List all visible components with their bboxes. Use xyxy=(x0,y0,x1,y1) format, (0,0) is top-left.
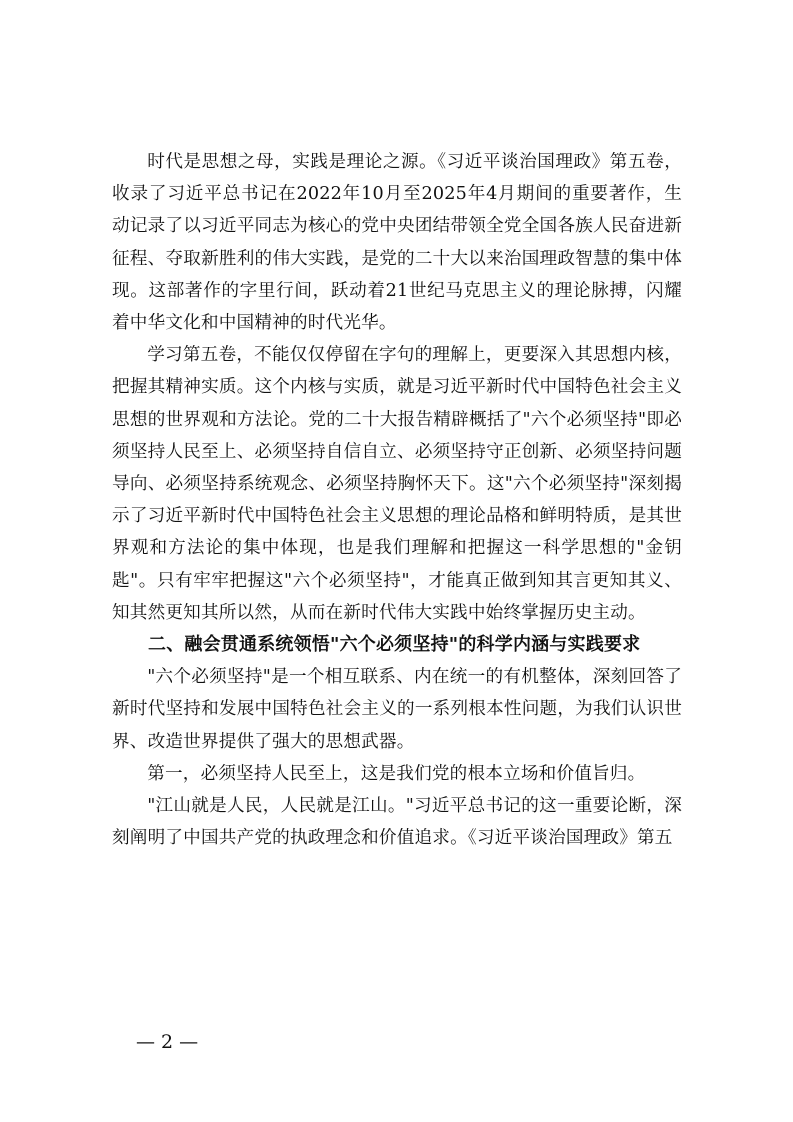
paragraph-4: 第一，必须坚持人民至上，这是我们党的根本立场和价值旨归。 xyxy=(147,763,646,784)
document-body xyxy=(112,146,682,854)
paragraph-1: 时代是思想之母，实践是理论之源。《习近平谈治国理政》第五卷，收录了习近平总书记在2022年10月至2025年4月期间的重要著作，生动记录了以习近平同志为核心的党中央团结带领全党全国各族人民奋进新征程、夺取新胜利的伟大实践，是党的二十大以来治国理政智慧的集中体现。这部著作的字里行间，跃动着21世纪马克思主义的理论脉搏，闪耀着中华文化和中国精神的时代光华。 xyxy=(112,152,682,334)
paragraph-3: "六个必须坚持"是一个相互联系、内在统一的有机整体，深刻回答了新时代坚持和发展中国特色社会主义的一系列根本性问题，为我们认识世界、改造世界提供了强大的思想武器。 xyxy=(112,667,682,752)
page-number: — 2 — xyxy=(136,1031,199,1053)
section-heading: 二、融会贯通系统领悟"六个必须坚持"的科学内涵与实践要求 xyxy=(148,634,641,656)
paragraph-5: "江山就是人民，人民就是江山。"习近平总书记的这一重要论断，深刻阐明了中国共产党的执政理念和价值追求。《习近平谈治国理政》第五 xyxy=(112,796,682,849)
paragraph-2: 学习第五卷，不能仅仅停留在字句的理解上，更要深入其思想内核，把握其精神实质。这个内核与实质，就是习近平新时代中国特色社会主义思想的世界观和方法论。党的二十大报告精辟概括了"六个必须坚持"即必须坚持人民至上、必须坚持自信自立、必须坚持守正创新、必须坚持问题导向、必须坚持系统观念、必须坚持胸怀天下。这"六个必须坚持"深刻揭示了习近平新时代中国特色社会主义思想的理论品格和鲜明特质，是其世界观和方法论的集中体现，也是我们理解和把握这一科学思想的"金钥匙"。只有牢牢把握这"六个必须坚持"，才能真正做到知其言更知其义、知其然更知其所以然，从而在新时代伟大实践中始终掌握历史主动。 xyxy=(112,345,682,623)
